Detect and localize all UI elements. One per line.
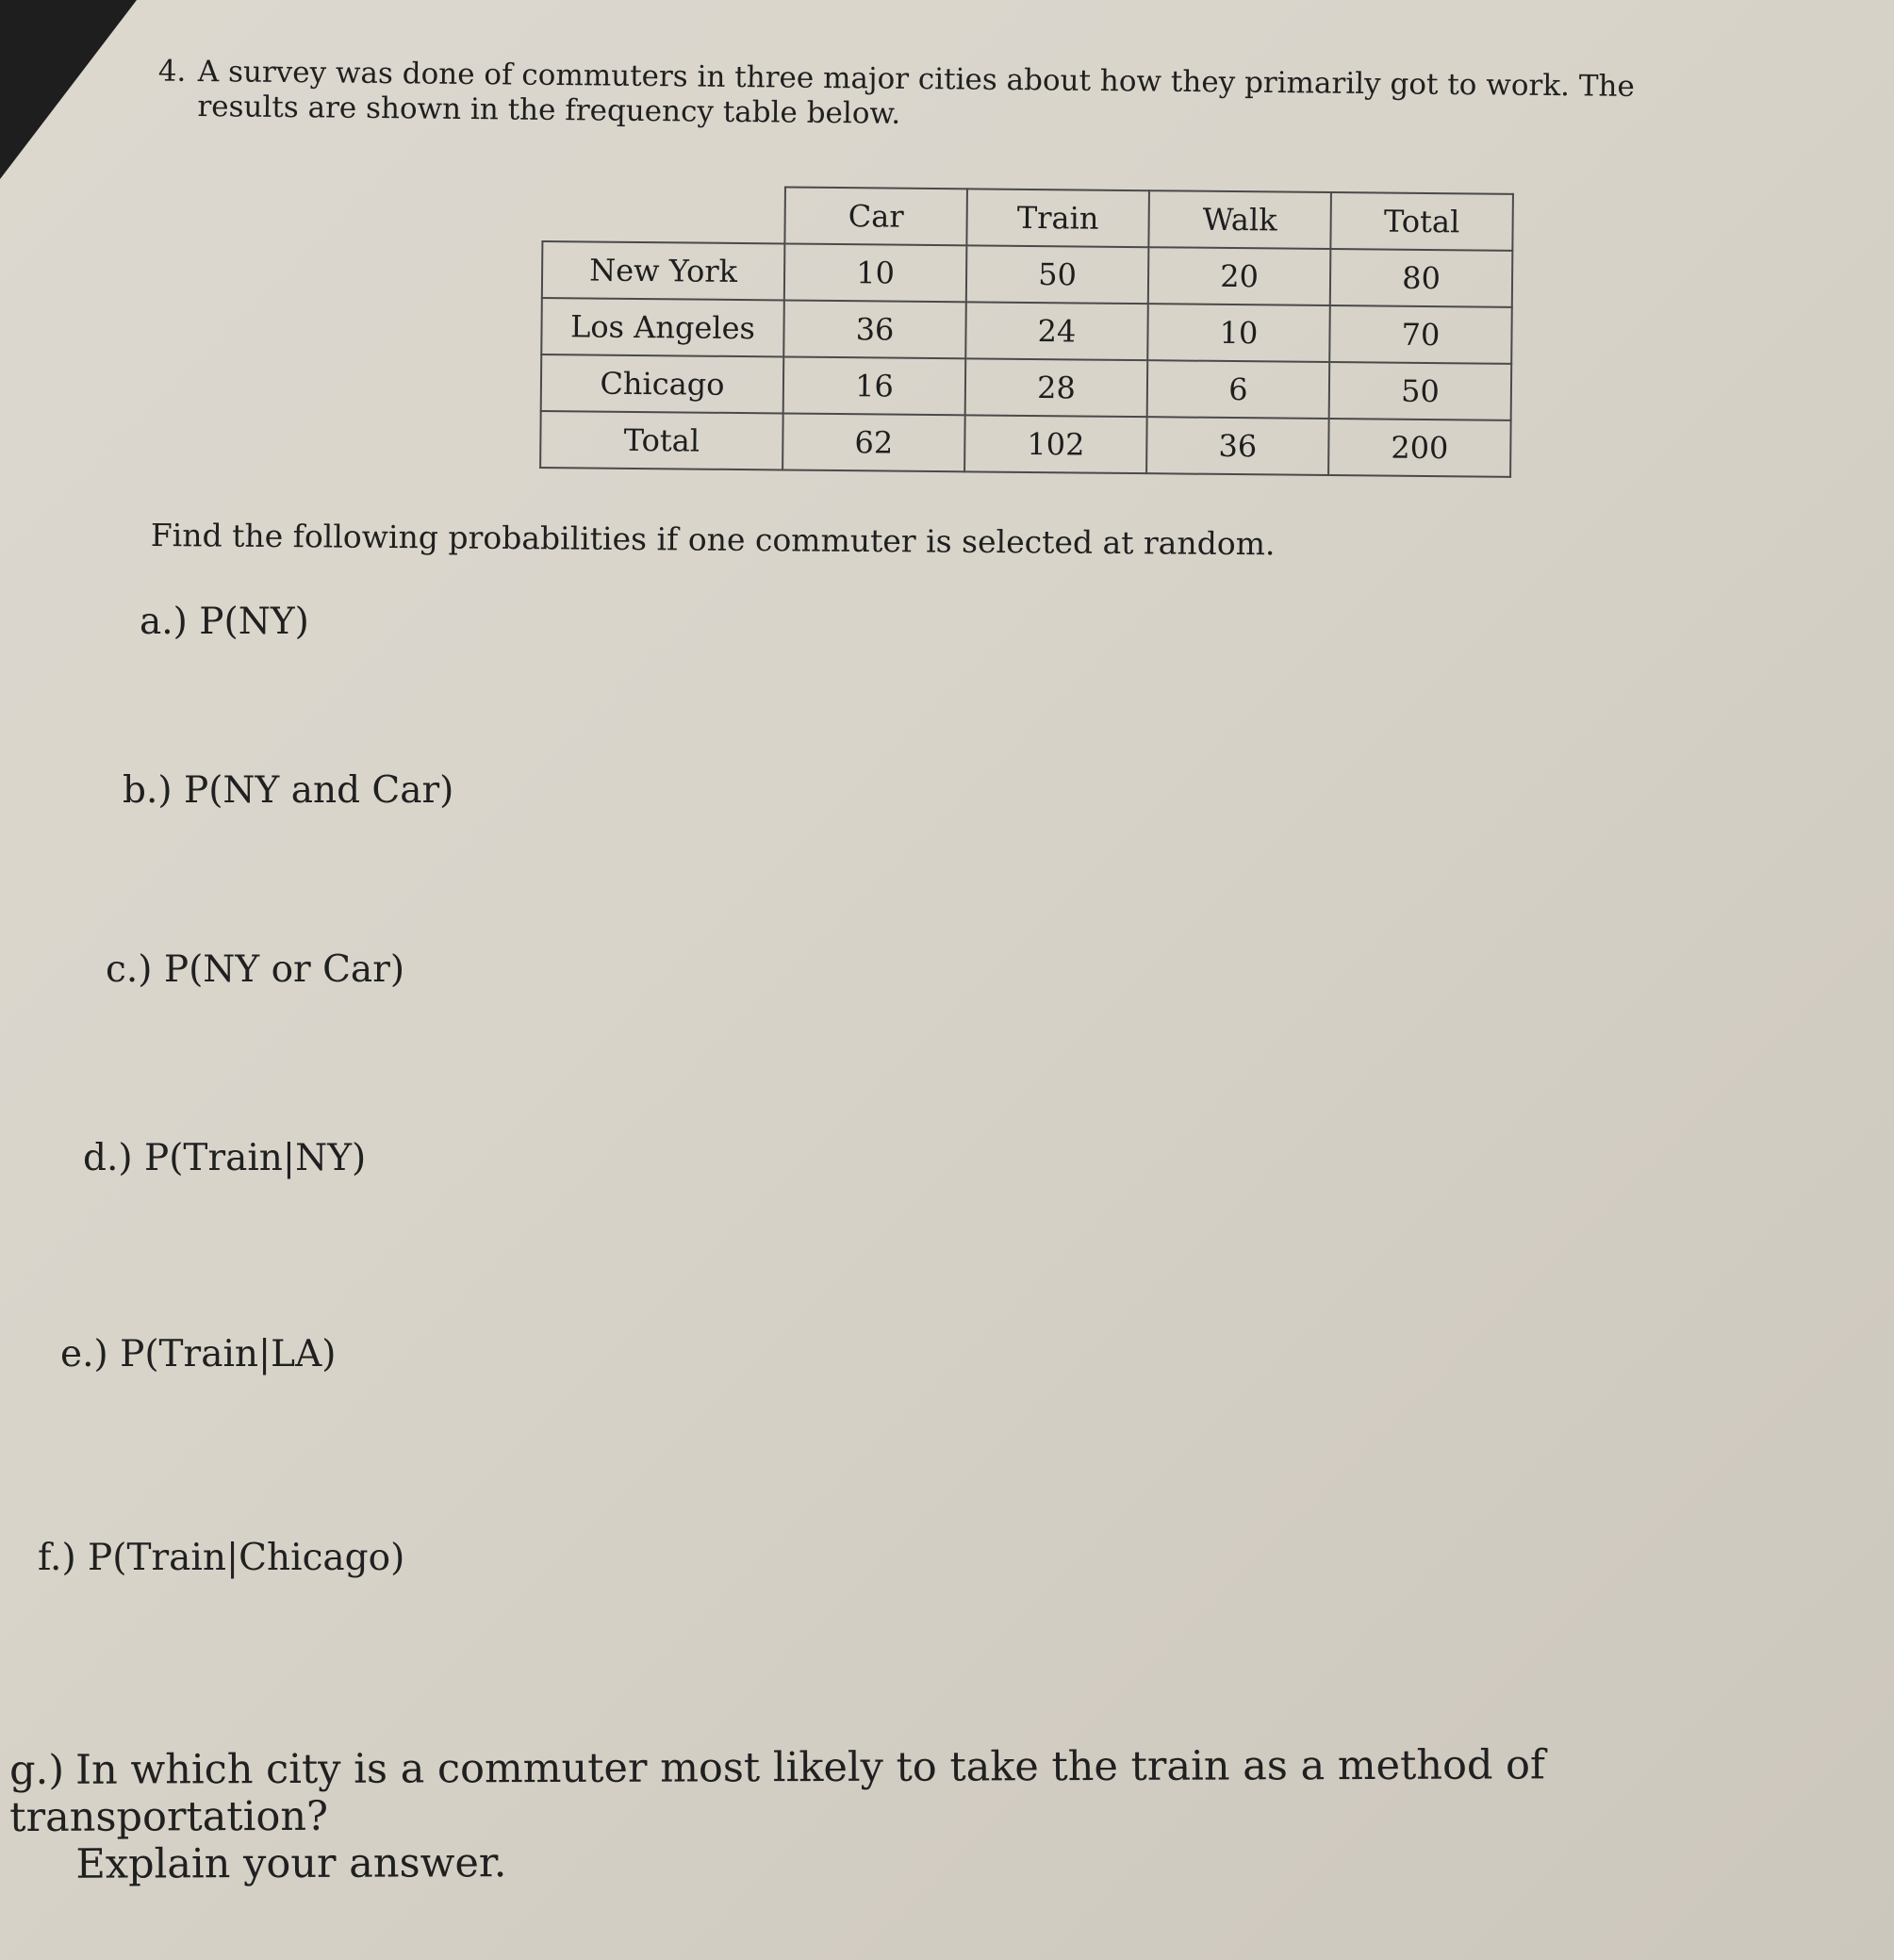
table-row-new-york xyxy=(542,241,1513,307)
cell-total-walk: 36 xyxy=(1146,417,1329,475)
question-part-e: e.) P(Train|LA) xyxy=(60,1333,337,1375)
cell-los-angeles-total: 70 xyxy=(1329,305,1512,364)
cell-total-car: 62 xyxy=(782,413,965,471)
table-row-los-angeles xyxy=(541,298,1512,364)
question-part-g xyxy=(9,1741,1802,1888)
instruction-text: Find the following probabilities if one commuter is selected at random. xyxy=(150,517,1276,563)
cell-los-angeles-walk: 10 xyxy=(1147,304,1330,362)
cell-chicago-total: 50 xyxy=(1329,362,1512,420)
cell-chicago-train: 28 xyxy=(965,358,1148,417)
question-4 xyxy=(157,54,1669,139)
frequency-table-container xyxy=(539,184,1514,478)
header-walk: Walk xyxy=(1148,190,1331,249)
cell-chicago-car: 16 xyxy=(783,356,966,415)
cell-los-angeles-train: 24 xyxy=(965,302,1148,360)
question-part-g-line-2: Explain your answer. xyxy=(75,1838,507,1888)
row-label-chicago: Chicago xyxy=(541,354,784,413)
table-corner-cell xyxy=(542,185,785,243)
question-part-d: d.) P(Train|NY) xyxy=(83,1137,367,1179)
question-part-b: b.) P(NY and Car) xyxy=(123,769,454,812)
header-total: Total xyxy=(1330,192,1513,251)
cell-new-york-walk: 20 xyxy=(1148,247,1331,305)
cell-new-york-car: 10 xyxy=(784,243,967,302)
cell-new-york-train: 50 xyxy=(966,245,1149,304)
cell-total-train: 102 xyxy=(964,415,1147,473)
table-header-row xyxy=(542,185,1513,251)
cell-chicago-walk: 6 xyxy=(1147,360,1330,419)
dark-corner-shadow xyxy=(0,0,137,179)
question-part-c: c.) P(NY or Car) xyxy=(106,948,405,991)
table-row-total xyxy=(540,411,1511,477)
question-text: A survey was done of commuters in three major cities about how they primarily got to work. The results are shown in the frequency table below. xyxy=(197,55,1635,131)
frequency-table xyxy=(539,184,1514,478)
table-row-chicago xyxy=(541,354,1512,420)
row-label-new-york: New York xyxy=(542,241,785,300)
cell-los-angeles-car: 36 xyxy=(783,300,966,358)
question-part-g-label: g.) xyxy=(8,1746,65,1794)
row-label-los-angeles: Los Angeles xyxy=(541,298,784,356)
cell-new-york-total: 80 xyxy=(1330,249,1513,307)
question-part-f: f.) P(Train|Chicago) xyxy=(38,1537,405,1579)
row-label-total: Total xyxy=(540,411,783,469)
question-part-g-line-1: In which city is a commuter most likely to take the train as a method of transportation? xyxy=(9,1741,1546,1841)
question-part-a: a.) P(NY) xyxy=(140,601,309,643)
header-train: Train xyxy=(966,189,1149,247)
question-number: 4. xyxy=(157,54,187,89)
header-car: Car xyxy=(784,187,967,245)
cell-total-total: 200 xyxy=(1328,419,1511,477)
